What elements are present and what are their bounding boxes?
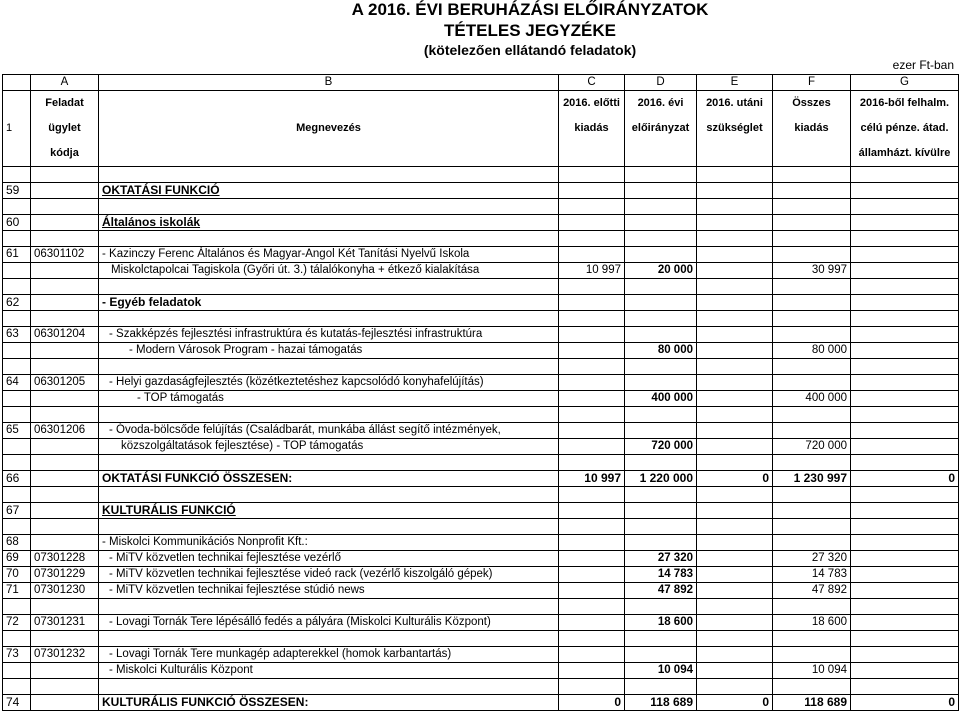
- code-cell[interactable]: 07301228: [31, 551, 99, 567]
- total-row: [3, 471, 959, 487]
- item-name-line-2[interactable]: - Miskolci Kulturális Központ: [99, 663, 559, 679]
- budget-cell[interactable]: 720 000: [625, 439, 697, 455]
- code-cell[interactable]: [31, 471, 99, 487]
- value-cell[interactable]: [697, 295, 773, 311]
- value-cell[interactable]: [851, 375, 959, 391]
- row-number[interactable]: 62: [3, 295, 31, 311]
- total-cell[interactable]: 118 689: [773, 695, 851, 711]
- after-cell[interactable]: [697, 663, 773, 679]
- total-cell[interactable]: 400 000: [773, 391, 851, 407]
- value-cell[interactable]: [559, 503, 625, 519]
- value-cell[interactable]: [559, 375, 625, 391]
- table-row: [3, 615, 959, 631]
- header-text: 2016. évi: [637, 97, 684, 109]
- transfer-cell[interactable]: [851, 439, 959, 455]
- item-name-line-1[interactable]: - Lovagi Tornák Tere munkagép adapterekkel (homok karbantartás): [99, 647, 559, 663]
- section-title[interactable]: OKTATÁSI FUNKCIÓ: [99, 183, 559, 199]
- value-cell[interactable]: [851, 183, 959, 199]
- value-cell[interactable]: [773, 375, 851, 391]
- code-cell[interactable]: 06301205: [31, 375, 99, 391]
- table-row: [3, 327, 959, 343]
- budget-cell[interactable]: 10 094: [625, 663, 697, 679]
- row-number[interactable]: 63: [3, 327, 31, 343]
- header-text: államházt. kívülre: [858, 147, 951, 159]
- code-cell[interactable]: [31, 343, 99, 359]
- column-letter-d[interactable]: D: [625, 75, 697, 91]
- code-cell[interactable]: [31, 503, 99, 519]
- header-row: [3, 91, 959, 167]
- budget-cell[interactable]: 47 892: [625, 583, 697, 599]
- total-cell[interactable]: 1 230 997: [773, 471, 851, 487]
- column-letter-c[interactable]: C: [559, 75, 625, 91]
- header-text: 2016. előtti: [563, 97, 620, 109]
- value-cell[interactable]: [773, 647, 851, 663]
- row-number[interactable]: 74: [3, 695, 31, 711]
- spacer-row: [3, 167, 959, 183]
- value-cell[interactable]: [559, 647, 625, 663]
- after-cell[interactable]: [697, 551, 773, 567]
- value-cell[interactable]: [697, 535, 773, 551]
- header-text: Feladat: [45, 97, 84, 109]
- row-number[interactable]: 69: [3, 551, 31, 567]
- item-name-line-2[interactable]: - TOP támogatás: [99, 391, 559, 407]
- value-cell[interactable]: [697, 183, 773, 199]
- header-text: 2016. utáni: [706, 97, 763, 109]
- code-cell[interactable]: 06301206: [31, 423, 99, 439]
- prior-expense-cell[interactable]: [559, 391, 625, 407]
- code-cell[interactable]: 06301102: [31, 247, 99, 263]
- prior-expense-cell[interactable]: [559, 583, 625, 599]
- transfer-cell[interactable]: [851, 615, 959, 631]
- value-cell[interactable]: [625, 247, 697, 263]
- header-text: kódja: [50, 147, 79, 159]
- header-cell-name[interactable]: Megnevezés: [99, 91, 559, 167]
- value-cell[interactable]: [559, 295, 625, 311]
- after-cell[interactable]: [697, 583, 773, 599]
- after-cell[interactable]: [697, 391, 773, 407]
- investment-table: [2, 74, 959, 711]
- column-letter-b[interactable]: B: [99, 75, 559, 91]
- row-number[interactable]: 67: [3, 503, 31, 519]
- value-cell[interactable]: [697, 375, 773, 391]
- column-letter-a[interactable]: A: [31, 75, 99, 91]
- value-cell[interactable]: [851, 247, 959, 263]
- table-row: [3, 295, 959, 311]
- prior-expense-cell[interactable]: [559, 439, 625, 455]
- table-row: [3, 247, 959, 263]
- item-name-line-2[interactable]: Miskolctapolcai Tagiskola (Győri út. 3.) tálalókonyha + étkező kialakítása: [99, 263, 559, 279]
- header-cell-prior[interactable]: [559, 91, 625, 167]
- table-row: [3, 375, 959, 391]
- column-letter-f[interactable]: F: [773, 75, 851, 91]
- value-cell[interactable]: [851, 295, 959, 311]
- row-number[interactable]: 73: [3, 647, 31, 663]
- code-cell[interactable]: 07301231: [31, 615, 99, 631]
- value-cell[interactable]: [773, 295, 851, 311]
- code-cell[interactable]: [31, 439, 99, 455]
- value-cell[interactable]: [697, 327, 773, 343]
- item-name-line-2[interactable]: közszolgáltatások fejlesztése) - TOP támogatás: [99, 439, 559, 455]
- row-number[interactable]: 68: [3, 535, 31, 551]
- value-cell[interactable]: [773, 215, 851, 231]
- spacer-row: [3, 359, 959, 375]
- total-cell[interactable]: 47 892: [773, 583, 851, 599]
- value-cell[interactable]: [851, 327, 959, 343]
- after-cell[interactable]: [697, 567, 773, 583]
- value-cell[interactable]: [625, 327, 697, 343]
- budget-cell[interactable]: 18 600: [625, 615, 697, 631]
- table-row: [3, 567, 959, 583]
- item-name-line-2[interactable]: - Modern Városok Program - hazai támogatás: [99, 343, 559, 359]
- column-letter-g[interactable]: G: [851, 75, 959, 91]
- after-cell[interactable]: 0: [697, 471, 773, 487]
- table-row: [3, 551, 959, 567]
- value-cell[interactable]: [559, 247, 625, 263]
- title-line-2: TÉTELES JEGYZÉKE: [444, 21, 616, 40]
- header-cell-after[interactable]: [697, 91, 773, 167]
- column-letter-e[interactable]: E: [697, 75, 773, 91]
- row-number[interactable]: [3, 391, 31, 407]
- table-row: [3, 263, 959, 279]
- header-text: Összes: [792, 97, 831, 109]
- value-cell[interactable]: [697, 503, 773, 519]
- table-row: [3, 439, 959, 455]
- spacer-row: [3, 599, 959, 615]
- table-row: [3, 423, 959, 439]
- item-name[interactable]: - Miskolci Kommunikációs Nonprofit Kft.:: [99, 535, 559, 551]
- header-text: kiadás: [574, 122, 609, 134]
- budget-cell[interactable]: 80 000: [625, 343, 697, 359]
- total-cell[interactable]: 18 600: [773, 615, 851, 631]
- spacer-row: [3, 199, 959, 215]
- value-cell[interactable]: [851, 423, 959, 439]
- header-cell-transfer[interactable]: [851, 91, 959, 167]
- transfer-cell[interactable]: 0: [851, 471, 959, 487]
- spacer-row: [3, 407, 959, 423]
- budget-cell[interactable]: 1 220 000: [625, 471, 697, 487]
- total-label[interactable]: OKTATÁSI FUNKCIÓ ÖSSZESEN:: [99, 471, 559, 487]
- value-cell[interactable]: [625, 503, 697, 519]
- code-cell[interactable]: [31, 295, 99, 311]
- header-text: szükséglet: [706, 122, 763, 134]
- value-cell[interactable]: [625, 375, 697, 391]
- unit-label: ezer Ft-ban: [892, 58, 954, 72]
- item-name[interactable]: - Lovagi Tornák Tere lépésálló fedés a pályára (Miskolci Kulturális Központ): [99, 615, 559, 631]
- prior-expense-cell[interactable]: [559, 343, 625, 359]
- value-cell[interactable]: [851, 215, 959, 231]
- prior-expense-cell[interactable]: 10 997: [559, 471, 625, 487]
- table-row: [3, 343, 959, 359]
- spacer-row: [3, 679, 959, 695]
- title-line-1: A 2016. ÉVI BERUHÁZÁSI ELŐIRÁNYZATOK: [351, 0, 709, 19]
- value-cell[interactable]: [851, 535, 959, 551]
- value-cell[interactable]: [851, 503, 959, 519]
- after-cell[interactable]: [697, 439, 773, 455]
- prior-expense-cell[interactable]: [559, 663, 625, 679]
- code-cell[interactable]: 07301230: [31, 583, 99, 599]
- budget-cell[interactable]: 14 783: [625, 567, 697, 583]
- after-cell[interactable]: 0: [697, 695, 773, 711]
- value-cell[interactable]: [773, 423, 851, 439]
- total-cell[interactable]: 14 783: [773, 567, 851, 583]
- transfer-cell[interactable]: [851, 391, 959, 407]
- row-number[interactable]: 1: [3, 91, 31, 167]
- prior-expense-cell[interactable]: [559, 551, 625, 567]
- row-number[interactable]: [3, 343, 31, 359]
- after-cell[interactable]: [697, 615, 773, 631]
- spacer-row: [3, 631, 959, 647]
- total-cell[interactable]: 27 320: [773, 551, 851, 567]
- title-line-3: (kötelezően ellátandó feladatok): [423, 42, 637, 58]
- value-cell[interactable]: [625, 535, 697, 551]
- total-label[interactable]: KULTURÁLIS FUNKCIÓ ÖSSZESEN:: [99, 695, 559, 711]
- budget-cell[interactable]: 400 000: [625, 391, 697, 407]
- table-row: [3, 583, 959, 599]
- code-cell[interactable]: [31, 535, 99, 551]
- value-cell[interactable]: [559, 215, 625, 231]
- header-cell-code[interactable]: [31, 91, 99, 167]
- table-row: [3, 183, 959, 199]
- item-name-line-1[interactable]: - Szakképzés fejlesztési infrastruktúra és kutatás-fejlesztési infrastruktúra: [99, 327, 559, 343]
- subsection-title[interactable]: - Egyéb feladatok: [99, 295, 559, 311]
- budget-cell[interactable]: 20 000: [625, 263, 697, 279]
- table-row: [3, 215, 959, 231]
- row-number[interactable]: 70: [3, 567, 31, 583]
- item-name-line-1[interactable]: - Kazinczy Ferenc Általános és Magyar-Angol Két Tanítási Nyelvű Iskola: [99, 247, 559, 263]
- table-row: [3, 663, 959, 679]
- row-number[interactable]: 65: [3, 423, 31, 439]
- prior-expense-cell[interactable]: [559, 567, 625, 583]
- value-cell[interactable]: [697, 423, 773, 439]
- header-text: 2016-ből felhalm.: [859, 97, 950, 109]
- header-text: kiadás: [794, 122, 829, 134]
- header-text: célú pénze. átad.: [860, 122, 949, 134]
- row-number[interactable]: 61: [3, 247, 31, 263]
- budget-cell[interactable]: 118 689: [625, 695, 697, 711]
- code-cell[interactable]: [31, 183, 99, 199]
- code-cell[interactable]: 07301229: [31, 567, 99, 583]
- row-number[interactable]: 66: [3, 471, 31, 487]
- value-cell[interactable]: [773, 327, 851, 343]
- code-cell[interactable]: 07301232: [31, 647, 99, 663]
- total-cell[interactable]: 80 000: [773, 343, 851, 359]
- code-cell[interactable]: [31, 663, 99, 679]
- code-cell[interactable]: [31, 695, 99, 711]
- transfer-cell[interactable]: [851, 343, 959, 359]
- spacer-row: [3, 519, 959, 535]
- value-cell[interactable]: [773, 183, 851, 199]
- corner-cell[interactable]: [3, 75, 31, 91]
- total-row: [3, 695, 959, 711]
- row-number[interactable]: 71: [3, 583, 31, 599]
- value-cell[interactable]: [625, 647, 697, 663]
- spacer-row: [3, 487, 959, 503]
- row-number[interactable]: [3, 663, 31, 679]
- transfer-cell[interactable]: [851, 551, 959, 567]
- value-cell[interactable]: [559, 423, 625, 439]
- row-number[interactable]: 72: [3, 615, 31, 631]
- value-cell[interactable]: [625, 423, 697, 439]
- value-cell[interactable]: [625, 215, 697, 231]
- item-name[interactable]: - MiTV közvetlen technikai fejlesztése videó rack (vezérlő kiszolgáló gépek): [99, 567, 559, 583]
- code-cell[interactable]: [31, 263, 99, 279]
- transfer-cell[interactable]: 0: [851, 695, 959, 711]
- row-number[interactable]: [3, 263, 31, 279]
- section-title[interactable]: KULTURÁLIS FUNKCIÓ: [99, 503, 559, 519]
- prior-expense-cell[interactable]: 10 997: [559, 263, 625, 279]
- value-cell[interactable]: [697, 215, 773, 231]
- code-cell[interactable]: [31, 215, 99, 231]
- header-text: előirányzat: [631, 122, 690, 134]
- header-cell-total[interactable]: [773, 91, 851, 167]
- transfer-cell[interactable]: [851, 567, 959, 583]
- spacer-row: [3, 311, 959, 327]
- value-cell[interactable]: [773, 503, 851, 519]
- table-row: [3, 535, 959, 551]
- value-cell[interactable]: [851, 647, 959, 663]
- header-cell-budget[interactable]: [625, 91, 697, 167]
- table-row: [3, 647, 959, 663]
- spacer-row: [3, 279, 959, 295]
- row-number[interactable]: 59: [3, 183, 31, 199]
- value-cell[interactable]: [625, 183, 697, 199]
- after-cell[interactable]: [697, 343, 773, 359]
- transfer-cell[interactable]: [851, 263, 959, 279]
- row-number[interactable]: 64: [3, 375, 31, 391]
- total-cell[interactable]: 30 997: [773, 263, 851, 279]
- total-cell[interactable]: 10 094: [773, 663, 851, 679]
- table-row: [3, 391, 959, 407]
- value-cell[interactable]: [773, 247, 851, 263]
- value-cell[interactable]: [559, 535, 625, 551]
- header-text: ügylet: [48, 122, 81, 134]
- spacer-row: [3, 231, 959, 247]
- value-cell[interactable]: [559, 183, 625, 199]
- column-letters-row: [3, 75, 959, 91]
- after-cell[interactable]: [697, 263, 773, 279]
- subsection-title[interactable]: Általános iskolák: [99, 215, 559, 231]
- value-cell[interactable]: [773, 535, 851, 551]
- row-number[interactable]: [3, 439, 31, 455]
- total-cell[interactable]: 720 000: [773, 439, 851, 455]
- item-name[interactable]: - MiTV közvetlen technikai fejlesztése vezérlő: [99, 551, 559, 567]
- value-cell[interactable]: [697, 647, 773, 663]
- item-name[interactable]: - MiTV közvetlen technikai fejlesztése stúdió news: [99, 583, 559, 599]
- row-number[interactable]: 60: [3, 215, 31, 231]
- value-cell[interactable]: [625, 295, 697, 311]
- prior-expense-cell[interactable]: 0: [559, 695, 625, 711]
- spacer-row: [3, 455, 959, 471]
- code-cell[interactable]: 06301204: [31, 327, 99, 343]
- code-cell[interactable]: [31, 391, 99, 407]
- budget-cell[interactable]: 27 320: [625, 551, 697, 567]
- item-name-line-1[interactable]: - Helyi gazdaságfejlesztés (közétkeztetéshez kapcsolódó konyhafelújítás): [99, 375, 559, 391]
- prior-expense-cell[interactable]: [559, 615, 625, 631]
- transfer-cell[interactable]: [851, 583, 959, 599]
- item-name-line-1[interactable]: - Óvoda-bölcsőde felújítás (Családbarát, munkába állást segítő intézmények,: [99, 423, 559, 439]
- transfer-cell[interactable]: [851, 663, 959, 679]
- table-row: [3, 503, 959, 519]
- value-cell[interactable]: [697, 247, 773, 263]
- value-cell[interactable]: [559, 327, 625, 343]
